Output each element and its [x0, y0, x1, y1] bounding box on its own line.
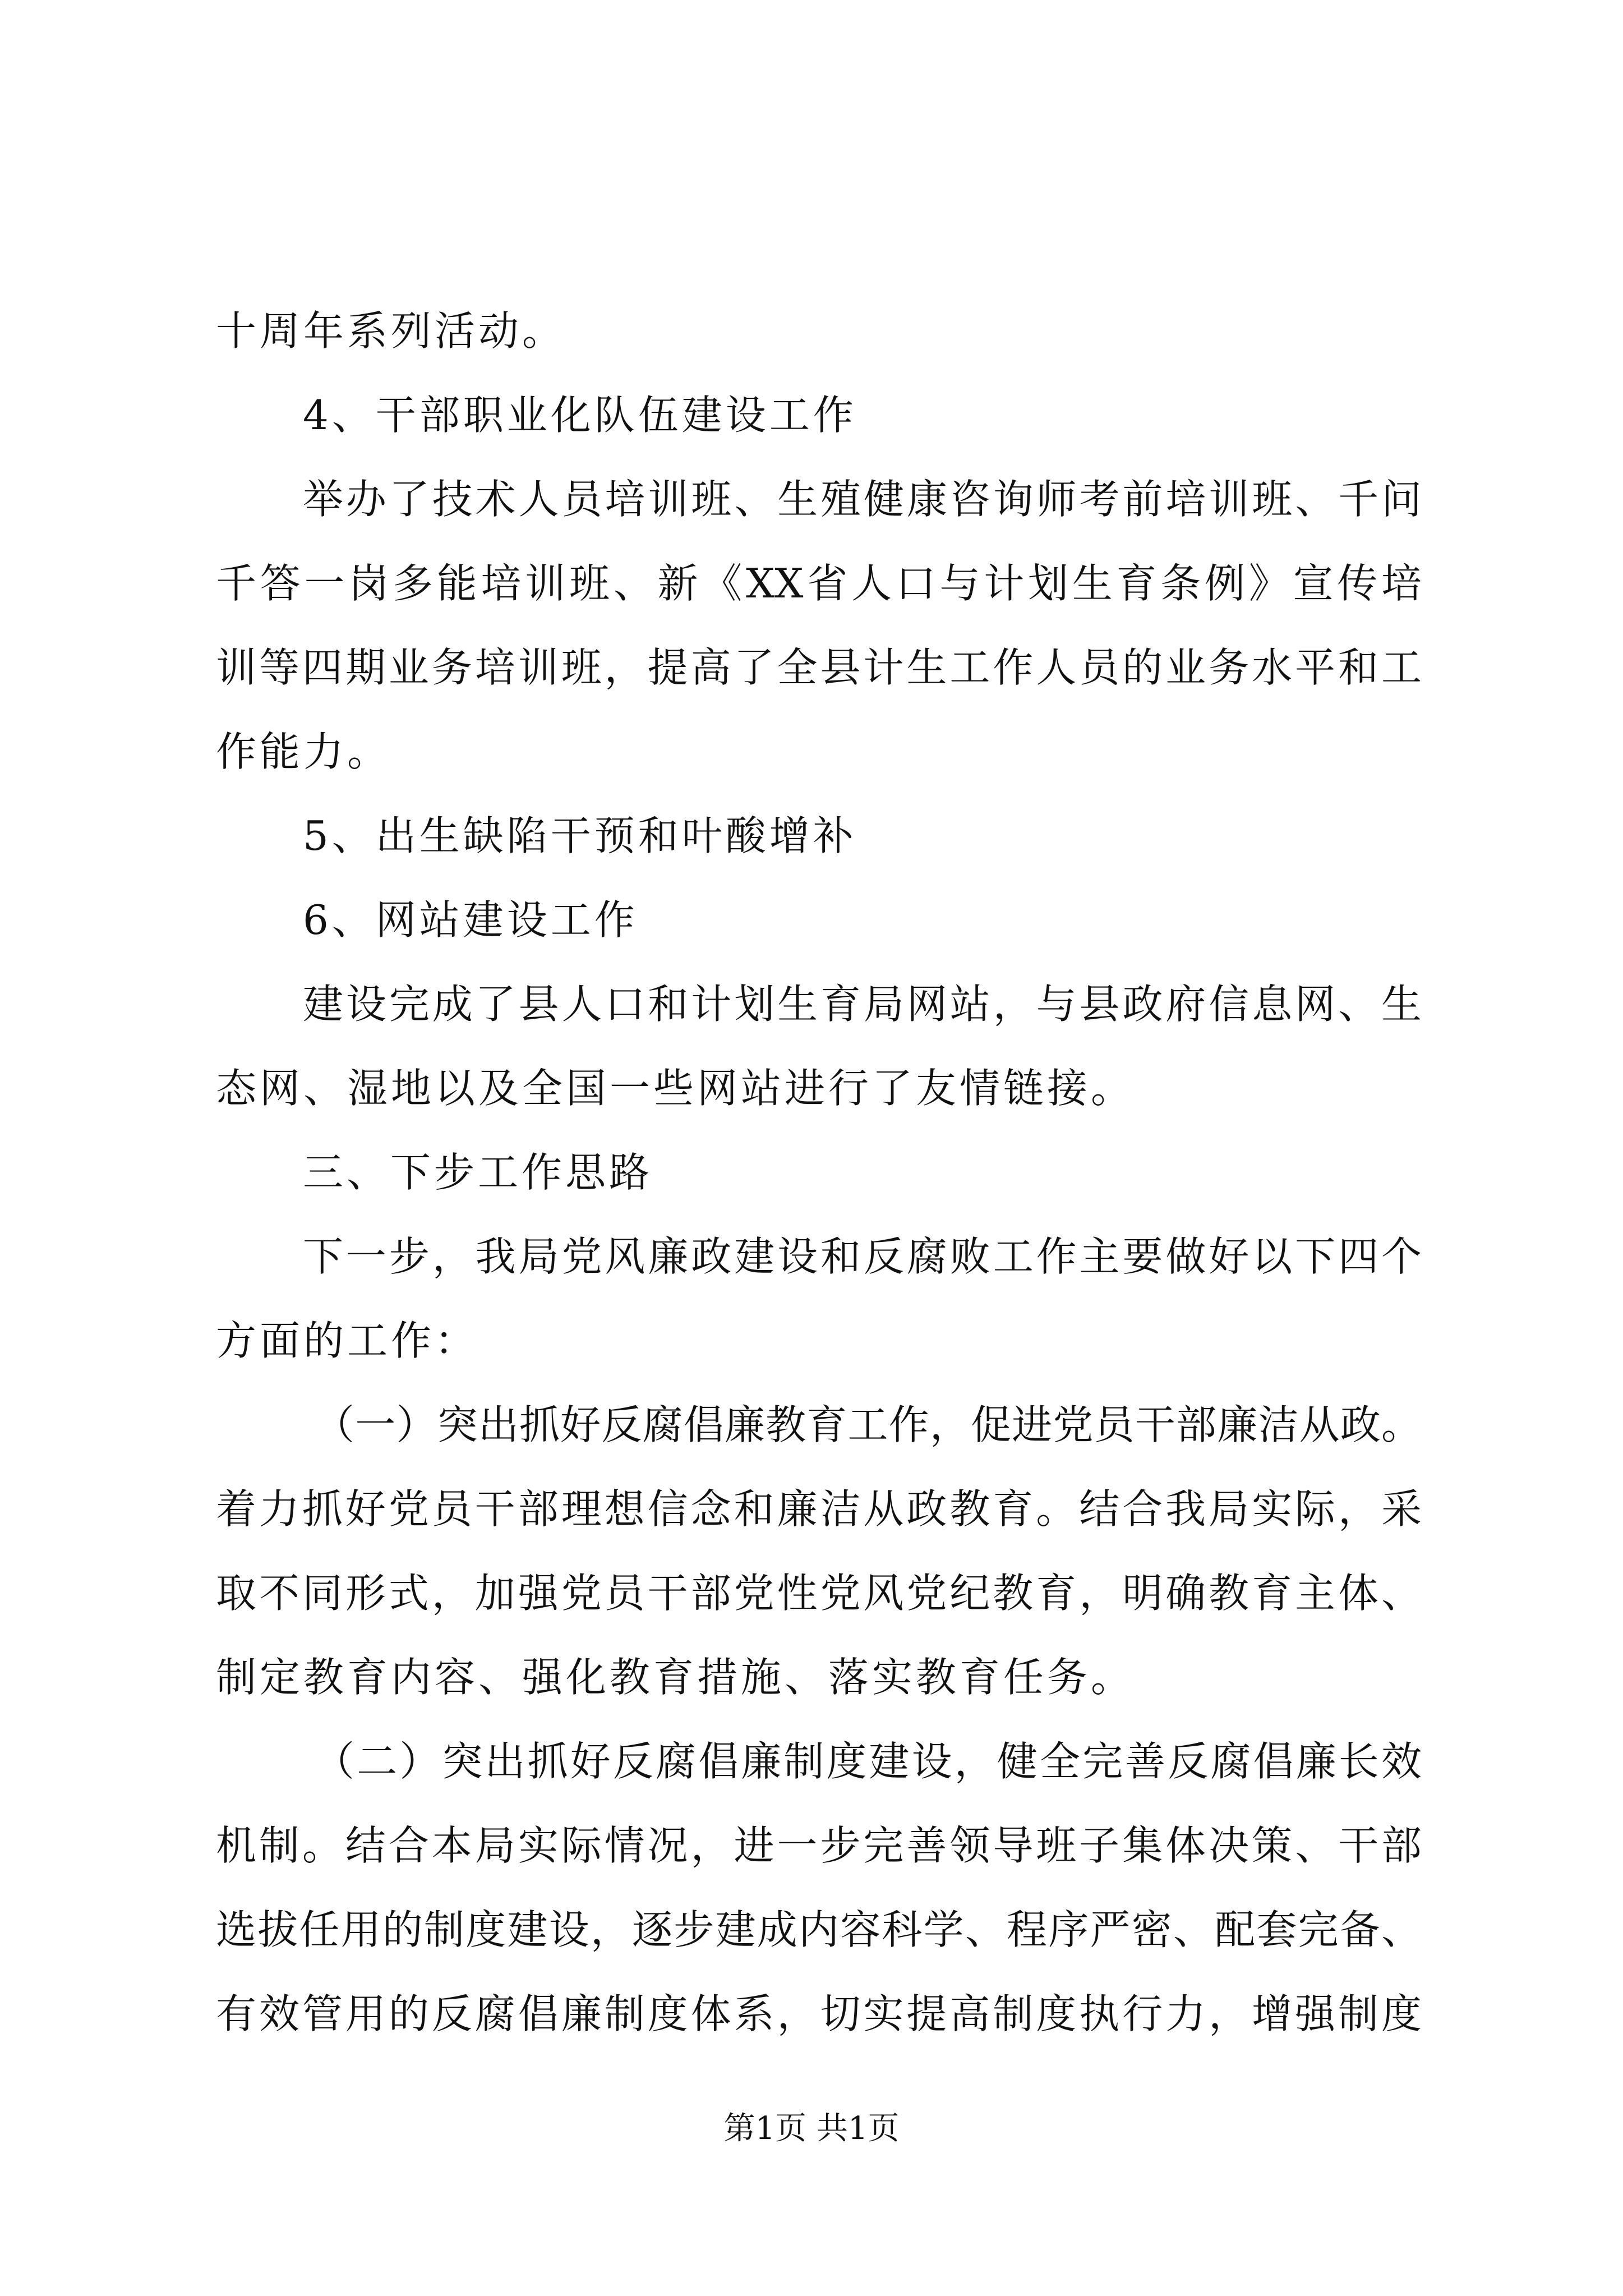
text-line-9: 建设完成了县人口和计划生育局网站，与县政府信息网、生 — [303, 981, 1422, 1028]
section-heading-5: 5、出生缺陷干预和叶酸增补 — [303, 812, 857, 859]
text-line-20: 选拔任用的制度建设，逐步建成内容科学、程序严密、配套完备、 — [216, 1906, 1422, 1953]
text-line-12: 下一步，我局党风廉政建设和反腐败工作主要做好以下四个 — [303, 1233, 1422, 1280]
section-heading-3: 三、下步工作思路 — [303, 1149, 653, 1196]
text-line-13: 方面的工作： — [216, 1317, 479, 1364]
text-line-3: 举办了技术人员培训班、生殖健康咨询师考前培训班、千问 — [303, 476, 1422, 523]
text-line-10: 态网、湿地以及全国一些网站进行了友情链接。 — [216, 1065, 1135, 1112]
section-heading-6: 6、网站建设工作 — [303, 896, 638, 944]
text-line-17: 制定教育内容、强化教育措施、落实教育任务。 — [216, 1654, 1135, 1701]
text-line-16: 取不同形式，加强党员干部党性党风党纪教育，明确教育主体、 — [216, 1570, 1422, 1617]
text-line-5: 训等四期业务培训班，提高了全县计生工作人员的业务水平和工 — [216, 644, 1422, 691]
text-line-6: 作能力。 — [216, 728, 391, 775]
text-line-21: 有效管用的反腐倡廉制度体系，切实提高制度执行力，增强制度 — [216, 1990, 1422, 2037]
text-line-4: 千答一岗多能培训班、新《XX省人口与计划生育条例》宣传培 — [216, 560, 1422, 607]
section-heading-4: 4、干部职业化队伍建设工作 — [303, 392, 857, 439]
text-line-15: 着力抓好党员干部理想信念和廉洁从政教育。结合我局实际，采 — [216, 1485, 1422, 1533]
text-line-14: （一）突出抓好反腐倡廉教育工作，促进党员干部廉洁从政。 — [314, 1401, 1422, 1448]
page-footer: 第1页 共1页 — [723, 2110, 900, 2147]
text-line-19: 机制。结合本局实际情况，进一步完善领导班子集体决策、干部 — [216, 1822, 1422, 1869]
text-line-1: 十周年系列活动。 — [216, 307, 566, 355]
text-line-18: （二）突出抓好反腐倡廉制度建设，健全完善反腐倡廉长效 — [314, 1738, 1422, 1785]
